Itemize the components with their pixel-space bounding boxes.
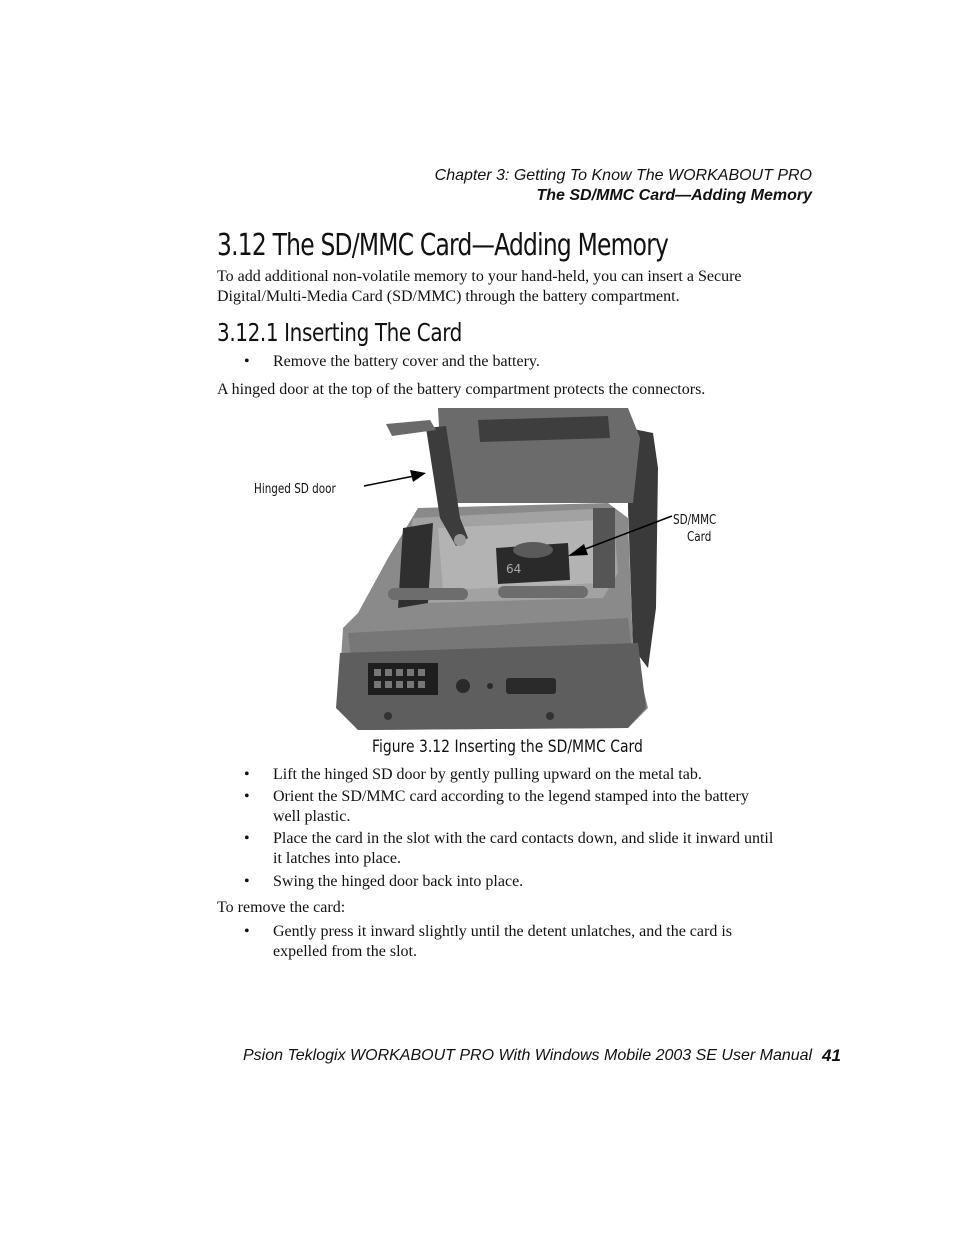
list-item-text: Swing the hinged door back into place.: [273, 873, 524, 890]
label-card-line2: Card: [687, 530, 712, 545]
list-item-text: Remove the battery cover and the battery.: [273, 353, 540, 370]
subsection-heading: 3.12.1 Inserting The Card: [217, 318, 462, 347]
list-item-text: Gently press it inward slightly until the detent unlatches, and the card is expelled from the slot.: [273, 923, 733, 960]
bullet-glyph: •: [244, 788, 250, 805]
list-item-text: Place the card in the slot with the card contacts down, and slide it inward until it latches into place.: [273, 830, 774, 867]
bullet-glyph: •: [244, 766, 250, 783]
page-number: 41: [822, 1046, 841, 1065]
label-hinged-door: Hinged SD door: [254, 482, 336, 497]
list-item-text: Orient the SD/MMC card according to the legend stamped into the battery well plastic.: [273, 788, 749, 825]
bullet-glyph: •: [244, 873, 250, 890]
bullet-glyph: •: [244, 830, 250, 847]
section-heading: 3.12 The SD/MMC Card—Adding Memory: [217, 228, 669, 263]
remove-paragraph: To remove the card:: [217, 899, 346, 916]
footer-title: Psion Teklogix WORKABOUT PRO With Windows Mobile 2003 SE User Manual: [243, 1047, 813, 1064]
running-header-chapter: Chapter 3: Getting To Know The WORKABOUT PRO: [434, 167, 812, 184]
list-item: [244, 872, 774, 892]
list-item-text: Lift the hinged SD door by gently pulling upward on the metal tab.: [273, 766, 702, 783]
svg-text:64: 64: [506, 562, 522, 576]
door-paragraph: A hinged door at the top of the battery compartment protects the connectors.: [217, 381, 706, 398]
list-item: [244, 787, 774, 827]
running-header-section: The SD/MMC Card—Adding Memory: [536, 187, 812, 204]
list-item: [244, 829, 774, 869]
bullet-glyph: •: [244, 353, 250, 370]
door-arrow-head: [410, 470, 426, 482]
intro-paragraph: To add additional non-volatile memory to your hand-held, you can insert a Secure Digital/Multi-Media Card (SD/MMC) through the battery compartment.: [217, 268, 742, 305]
list-item: [244, 922, 774, 962]
label-card-line1: SD/MMC: [673, 513, 717, 528]
card-arrow-line: [580, 516, 672, 551]
figure-caption: Figure 3.12 Inserting the SD/MMC Card: [372, 737, 643, 757]
list-item: [244, 765, 774, 785]
bullet-glyph: •: [244, 923, 250, 940]
door-arrow-line: [364, 476, 414, 486]
card-arrow-head: [568, 544, 588, 556]
